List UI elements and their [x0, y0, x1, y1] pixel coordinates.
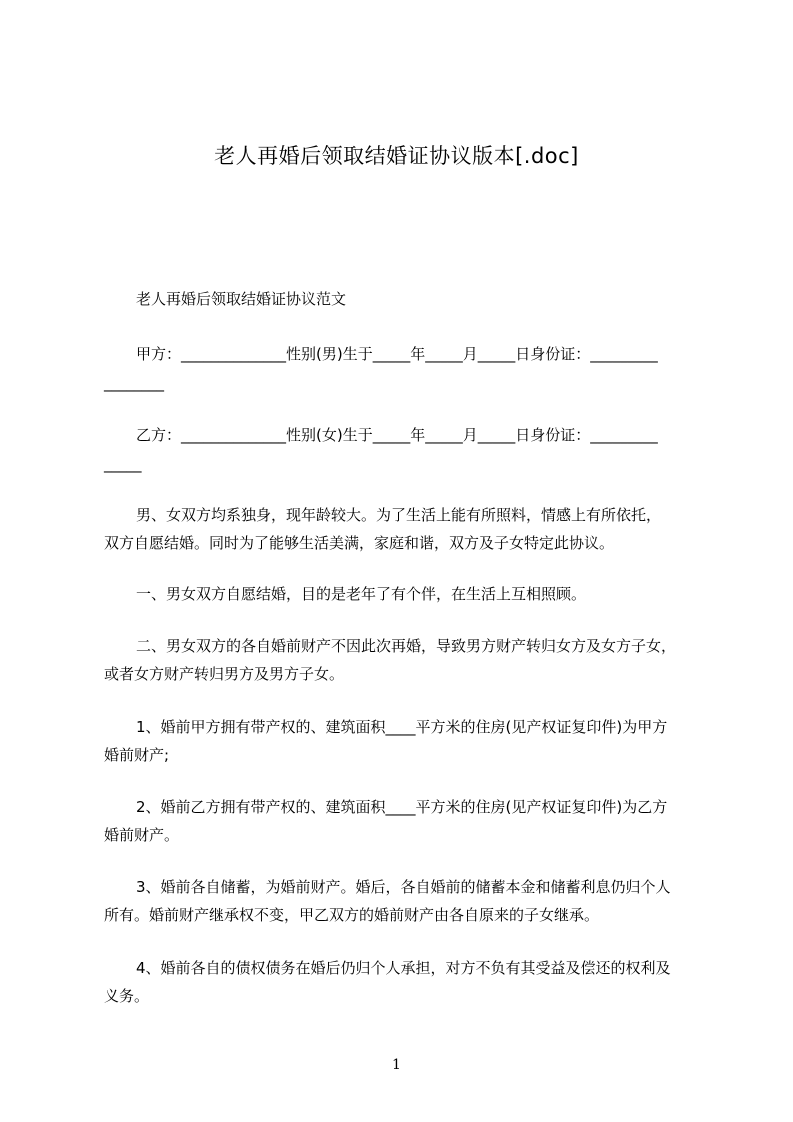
item-4-line-2: 义务。 [104, 987, 150, 1005]
intro-paragraph-line-2: 双方自愿结婚。同时为了能够生活美满，家庭和谐，双方及子女特定此协议。 [104, 534, 615, 552]
document-title: 老人再婚后领取结婚证协议版本[.doc] [214, 144, 579, 168]
item-2-line-1: 2、婚前乙方拥有带产权的、建筑面积____平方米的住房(见产权证复印件)为乙方 [136, 798, 668, 816]
item-3-line-1: 3、婚前各自储蓄，为婚前财产。婚后，各自婚前的储蓄本金和储蓄利息仍归个人 [136, 878, 671, 896]
clause-1: 一、男女双方自愿结婚，目的是老年了有个伴，在生活上互相照顾。 [136, 585, 587, 603]
party-b-line: 乙方：______________性别(女)生于_____年_____月_____日身份证：_________ [136, 426, 658, 444]
item-3-line-2: 所有。婚前财产继承权不变，甲乙双方的婚前财产由各自原来的子女继承。 [104, 906, 600, 924]
clause-2-line-2: 或者女方财产转归男方及男方子女。 [104, 665, 345, 683]
page-number: 1 [392, 1057, 401, 1073]
party-b-line-continued: _____ [104, 455, 142, 473]
intro-paragraph-line-1: 男、女双方均系独身，现年龄较大。为了生活上能有所照料，情感上有所依托， [136, 506, 662, 524]
clause-2-line-1: 二、男女双方的各自婚前财产不因此次再婚，导致男方财产转归女方及女方子女， [136, 637, 677, 655]
subtitle: 老人再婚后领取结婚证协议范文 [136, 290, 347, 308]
item-1-line-2: 婚前财产; [104, 746, 170, 764]
party-a-line: 甲方：______________性别(男)生于_____年_____月_____日身份证：_________ [136, 345, 658, 363]
item-4-line-1: 4、婚前各自的债权债务在婚后仍归个人承担，对方不负有其受益及偿还的权利及 [136, 959, 671, 977]
item-2-line-2: 婚前财产。 [104, 826, 180, 844]
item-1-line-1: 1、婚前甲方拥有带产权的、建筑面积____平方米的住房(见产权证复印件)为甲方 [136, 718, 668, 736]
party-a-line-continued: ________ [104, 374, 164, 392]
